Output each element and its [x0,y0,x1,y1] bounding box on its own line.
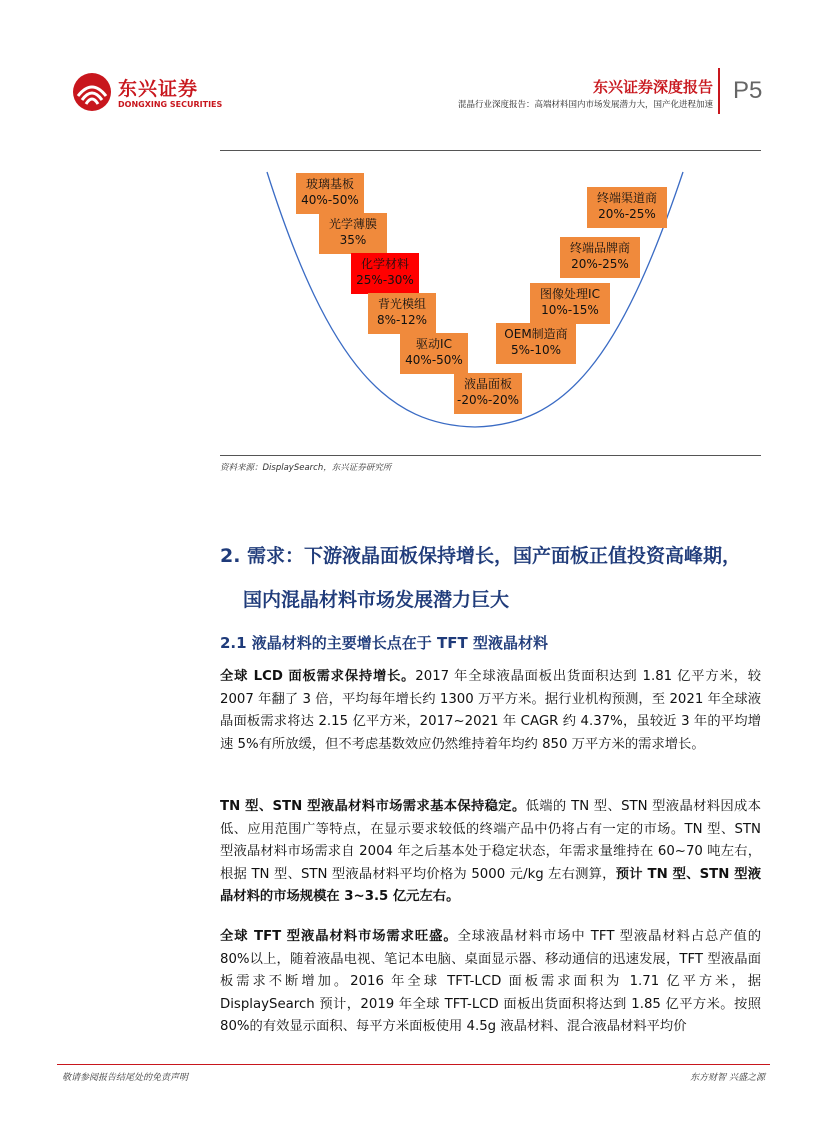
paragraph-tft [220,926,761,1039]
smile-curve-figure [220,150,761,455]
box-margin: -20%-20% [456,393,519,407]
box-name: 化学材料 [360,257,409,271]
box-margin: 20%-25% [571,257,629,271]
box-margin: 8%-12% [376,313,428,327]
chain-box-image-processing-ic [530,283,610,324]
paragraph-tail: 预计 TN 型、STN 型液晶材料的市场规模在 3~3.5 亿元左右。 [220,866,761,905]
box-name: 背光模组 [377,297,426,311]
paragraph-text: 2017 年全球液晶面板出货面积达到 1.81 亿平方米，较 2007 年翻了 3 倍，平均每年增长约 1300 万平方米。据行业机构预测，至 2021 年全球液晶面板需求将达 2.15 亿平方米，2017~2021 年 CAGR 约 4.37%，虽较近 3 年的平均增速 5%有所放缓，但不考虑基数效应仍然维持着年均约 850 万平方米的需求增长。 [220,669,761,752]
brand-name-cn: 东兴证券 [118,78,199,100]
subsection-heading: 2.1 液晶材料的主要增长点在于 TFT 型液晶材料 [220,634,548,652]
brand-name-en: DONGXING SECURITIES [118,100,223,109]
chain-box-glass-substrate [296,173,364,214]
box-name: 液晶面板 [463,377,512,391]
report-subtitle: 混晶行业深度报告：高端材料国内市场发展潜力大，国产化进程加速 [457,100,713,110]
logo-mark-icon [72,72,112,112]
paragraph-tn-stn [220,796,761,909]
box-margin: 25%-30% [356,273,414,287]
chain-box-oem-manufacturer [496,323,576,364]
paragraph-text: 低端的 TN 型、STN 型液晶材料因成本低、应用范围广等特点，在显示要求较低的终端产品中仍将占有一定的市场。TN 型、STN 型液晶材料市场需求自 2004 年之后基本处于稳定状态，年需求量维持在 60~70 吨左右，根据 TN 型、STN 型液晶材料平均价格为 5000 元/kg 左右测算， [220,799,761,882]
box-margin: 40%-50% [405,353,463,367]
header-divider [718,68,720,114]
box-margin: 35% [339,233,367,247]
section-heading-line2: 国内混晶材料市场发展潜力巨大 [243,589,510,611]
paragraph-lead: TN 型、STN 型液晶材料市场需求基本保持稳定。 [220,799,526,814]
box-name: 终端渠道商 [596,191,657,205]
chain-box-terminal-brand [560,237,640,278]
section-heading-line1: 2. 需求：下游液晶面板保持增长，国产面板正值投资高峰期， [220,545,742,567]
box-margin: 20%-25% [598,207,656,221]
figure-rule [220,455,761,456]
box-name: 终端品牌商 [569,241,630,255]
box-name: 玻璃基板 [305,177,354,191]
box-margin: 10%-15% [541,303,599,317]
box-name: 光学薄膜 [328,217,377,231]
paragraph-lcd-demand [220,666,761,756]
chain-box-lcd-panel [454,373,522,414]
box-name: 驱动IC [416,337,452,351]
paragraph-lead: 全球 TFT 型液晶材料市场需求旺盛。 [220,929,458,944]
footer-slogan: 东方财智 兴盛之源 [690,1073,765,1083]
paragraph-text: 全球液晶材料市场中 TFT 型液晶材料占总产值的 80%以上，随着液晶电视、笔记本电脑、桌面显示器、移动通信的迅速发展，TFT 型液晶面板需求不断增加。2016 年全球 TFT-LCD 面板需求面积为 1.71 亿平方米，据 DisplaySearch 预计，2019 年全球 TFT-LCD 面板出货面积将达到 1.85 亿平方米。按照 80%的有效显示面积、每平方米面板使用 4.5g 液晶材料、混合液晶材料平均价 [220,929,761,1035]
chain-box-driver-ic [400,333,468,374]
box-margin: 5%-10% [510,343,562,357]
chain-box-terminal-channel [587,187,667,228]
paragraph-lead: 全球 LCD 面板需求保持增长。 [220,669,416,684]
chain-box-backlight-module [368,293,436,334]
chain-box-optical-film [319,213,387,254]
box-margin: 40%-50% [301,193,359,207]
box-name: 图像处理IC [540,287,600,301]
box-name: OEM制造商 [504,327,568,341]
report-type: 东兴证券深度报告 [592,78,713,96]
figure-source: 资料来源：DisplaySearch，东兴证券研究所 [220,463,392,473]
company-logo [72,72,112,112]
footer-rule [57,1064,770,1065]
chain-box-chemical-materials [351,253,419,294]
footer-disclaimer: 敬请参阅报告结尾处的免责声明 [62,1073,189,1083]
page-number: P5 [733,77,763,104]
